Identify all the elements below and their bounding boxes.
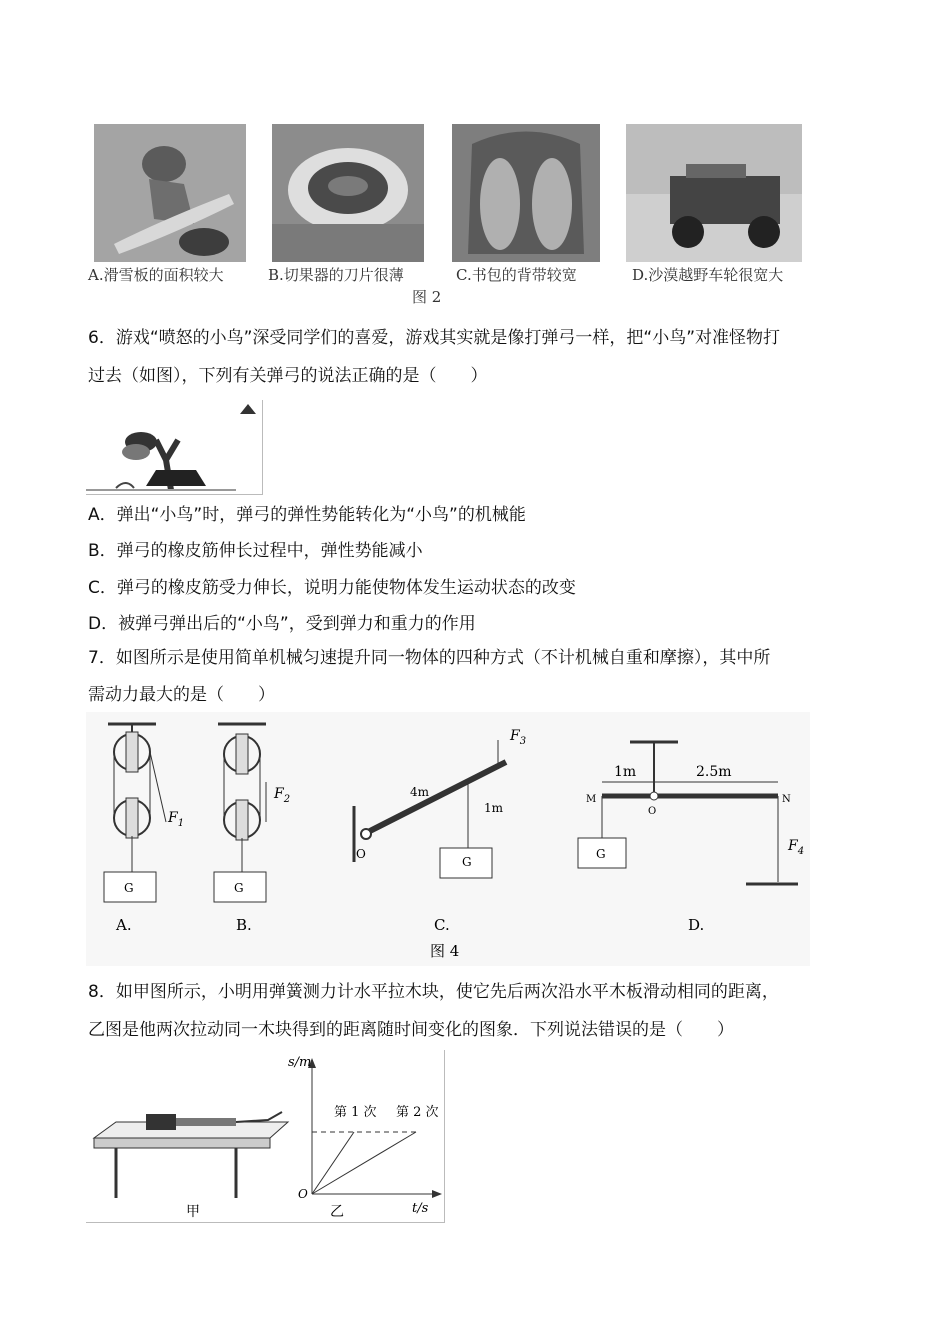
question-6-line-1: 6．游戏“喷怒的小鸟”深受同学们的喜爱，游戏其实就是像打弹弓一样，把“小鸟”对准怪物打: [88, 328, 781, 348]
letter-c: C.: [434, 916, 450, 934]
s-t-graph: [308, 1058, 442, 1198]
lever-d: [578, 742, 798, 884]
point-d-m: M: [586, 794, 597, 805]
weight-label-a: G: [124, 881, 134, 895]
figure-2-label: 图 2: [412, 288, 442, 306]
question-6-option-a: A．弹出“小鸟”时，弹弓的弹性势能转化为“小鸟”的机械能: [88, 505, 526, 525]
question-8-line-1: 8．如甲图所示，小明用弹簧测力计水平拉木块，使它先后两次沿水平木板滑动相同的距离，: [88, 982, 779, 1002]
slingshot-art: [86, 400, 262, 494]
figure-4-label: 图 4: [430, 942, 460, 960]
series-2-line: [312, 1132, 416, 1194]
figure-2-caption-d: D.沙漠越野车轮很宽大: [632, 266, 784, 284]
figure-4-diagram: [86, 712, 810, 966]
force-label-f1: $F_1$: [168, 810, 185, 829]
weight-label-c: G: [462, 855, 472, 869]
figure-4: [86, 712, 810, 966]
dimension-c-height: 1m: [484, 801, 504, 815]
question-6-option-c: C．弹弓的橡皮筋受力伸长，说明力能使物体发生运动状态的改变: [88, 578, 576, 598]
x-axis-label: t/s: [412, 1201, 429, 1216]
figure-right-label: 乙: [330, 1204, 344, 1220]
force-label-f4: $F_4$: [788, 838, 805, 857]
force-label-f2: $F_2$: [274, 786, 291, 805]
pulley-system-a: [104, 724, 166, 902]
dimension-d-right: 2.5m: [696, 764, 732, 780]
letter-a: A.: [116, 916, 132, 934]
origin-label: O: [298, 1187, 308, 1201]
point-c-pivot: O: [356, 847, 366, 861]
weight-label-d: G: [596, 847, 606, 861]
question-6-line-2: 过去（如图），下列有关弹弓的说法正确的是（ ）: [88, 366, 488, 386]
point-d-n: N: [782, 794, 791, 805]
figure-left-label: 甲: [186, 1204, 200, 1220]
slingshot-image: [86, 400, 263, 495]
letter-d: D.: [688, 916, 705, 934]
question-7-line-1: 7．如图所示是使用简单机械匀速提升同一物体的四种方式（不计机械自重和摩擦），其中所: [88, 648, 771, 668]
dimension-d-left: 1m: [614, 764, 637, 780]
question-7-line-2: 需动力最大的是（ ）: [88, 685, 275, 705]
series-1-line: [312, 1132, 354, 1194]
series-1-label: 第 1 次: [334, 1105, 377, 1120]
series-2-label: 第 2 次: [396, 1105, 439, 1120]
question-8-line-2: 乙图是他两次拉动同一木块得到的距离随时间变化的图象．下列说法错误的是（ ）: [88, 1020, 734, 1040]
snowboard-photo: [94, 124, 246, 262]
snowboard-photo-art: [94, 124, 246, 262]
offroad-vehicle-photo: [626, 124, 802, 262]
figure-q8: [86, 1050, 445, 1223]
question-6-option-d: D．被弹弓弹出后的“小鸟”，受到弹力和重力的作用: [88, 614, 476, 634]
fruit-cutter-photo-art: [272, 124, 424, 262]
letter-b: B.: [236, 916, 252, 934]
figure-2-caption-b: B.切果器的刀片很薄: [268, 266, 404, 284]
figure-2-caption-c: C.书包的背带较宽: [456, 266, 577, 284]
figure-2: [86, 118, 808, 308]
point-d-o: O: [648, 806, 657, 817]
fruit-cutter-photo: [272, 124, 424, 262]
figure-2-caption-a: A.滑雪板的面积较大: [88, 266, 224, 284]
question-6-option-b: B．弹弓的橡皮筋伸长过程中，弹性势能减小: [88, 541, 423, 561]
table-drawing: [94, 1112, 288, 1198]
y-axis-label: s/m: [288, 1055, 312, 1070]
backpack-photo: [452, 124, 600, 262]
pulley-system-b: [214, 724, 266, 902]
dimension-c-length: 4m: [410, 785, 430, 799]
backpack-photo-art: [452, 124, 600, 262]
force-label-f3: $F_3$: [510, 728, 527, 747]
figure-q8-diagram: [86, 1050, 444, 1222]
offroad-vehicle-photo-art: [626, 124, 802, 262]
weight-label-b: G: [234, 881, 244, 895]
